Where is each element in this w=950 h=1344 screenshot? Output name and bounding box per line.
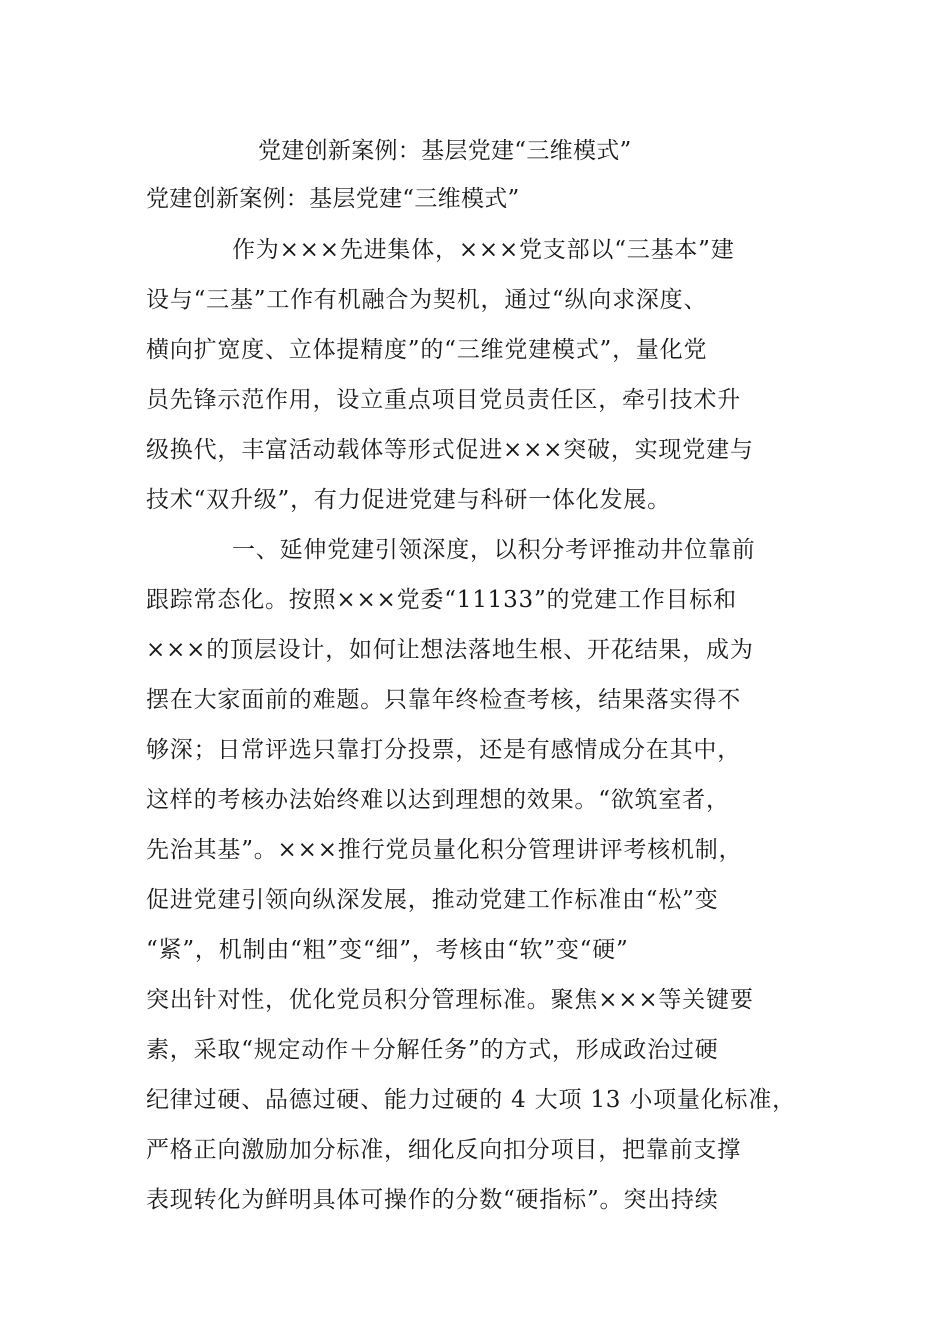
text-line: 一、延伸党建引领深度，以积分考评推动井位靠前 <box>232 537 756 563</box>
text-line: 设与“三基”工作有机融合为契机，通过“纵向求深度、 <box>146 287 708 313</box>
text-line: 严格正向激励加分标准，细化反向扣分项目，把靠前支撑 <box>146 1137 741 1163</box>
page-title: 党建创新案例：基层党建“三维模式” <box>258 138 632 164</box>
text-line: 作为×××先进集体，×××党支部以“三基本”建 <box>232 237 735 263</box>
text-line: 摆在大家面前的难题。只靠年终检查考核，结果落实得不 <box>146 687 741 713</box>
text-line: 横向扩宽度、立体提精度”的“三维党建模式”，量化党 <box>146 337 708 363</box>
text-line: 员先锋示范作用，设立重点项目党员责任区，牵引技术升 <box>146 387 741 413</box>
text-line: 素，采取“规定动作＋分解任务”的方式，形成政治过硬 <box>146 1037 719 1063</box>
text-line: 突出针对性，优化党员积分管理标准。聚焦×××等关键要 <box>146 987 754 1013</box>
text-line: ×××的顶层设计，如何让想法落地生根、开花结果，成为 <box>146 637 754 663</box>
text-line: 先治其基”。×××推行党员量化积分管理讲评考核机制， <box>146 837 743 863</box>
page-subtitle: 党建创新案例：基层党建“三维模式” <box>146 186 520 212</box>
text-line: 够深；日常评选只靠打分投票，还是有感情成分在其中， <box>146 737 741 763</box>
text-line: 跟踪常态化。按照×××党委“11133”的党建工作目标和 <box>146 587 737 613</box>
text-line: 表现转化为鲜明具体可操作的分数“硬指标”。突出持续 <box>146 1187 719 1213</box>
text-line: 这样的考核办法始终难以达到理想的效果。“欲筑室者， <box>146 787 730 813</box>
text-line: “紧”，机制由“粗”变“细”，考核由“软”变“硬” <box>146 937 629 963</box>
text-line: 促进党建引领向纵深发展，推动党建工作标准由“松”变 <box>146 887 719 913</box>
text-line: 纪律过硬、品德过硬、能力过硬的 4 大项 13 小项量化标准， <box>146 1087 796 1113</box>
text-line: 级换代，丰富活动载体等形式促进×××突破，实现党建与 <box>146 437 754 463</box>
text-line: 技术“双升级”，有力促进党建与科研一体化发展。 <box>146 487 671 513</box>
